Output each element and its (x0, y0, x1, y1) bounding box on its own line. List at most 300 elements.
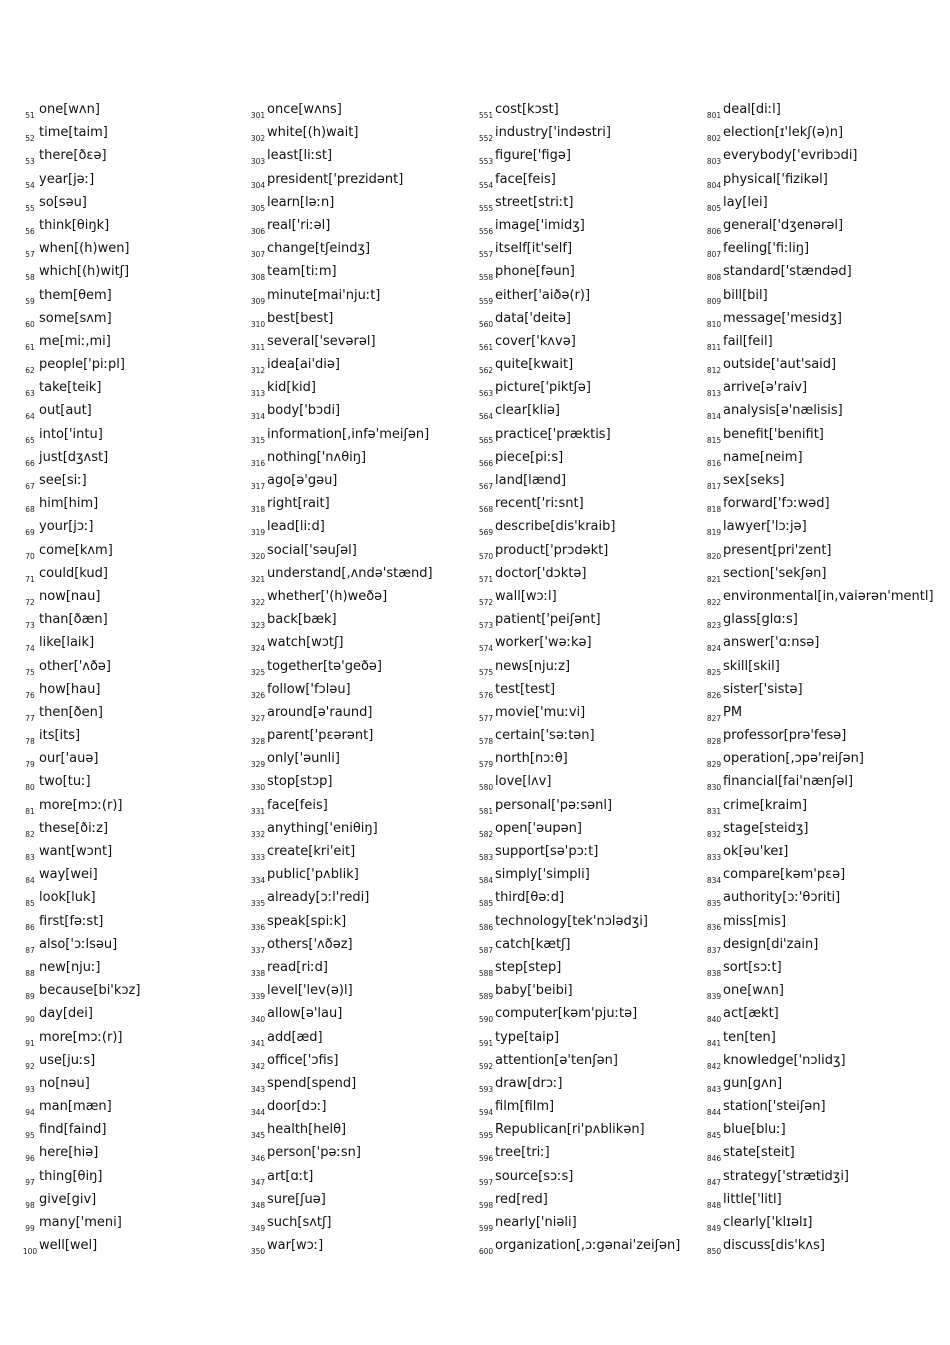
entry-word: clearly['klɪəlɪ] (723, 1215, 813, 1230)
word-entry (250, 656, 480, 679)
entry-word: physical['fizikəl] (723, 171, 828, 187)
word-entry (706, 354, 936, 377)
entry-word: professor[prə'fesə] (723, 728, 847, 744)
word-entry (22, 887, 252, 910)
word-entry (478, 516, 708, 539)
word-entry (250, 632, 480, 655)
word-entry (250, 470, 480, 493)
word-entry (706, 656, 936, 679)
word-entry (250, 934, 480, 957)
word-entry (706, 563, 936, 586)
entry-word: change[tʃeindʒ] (267, 241, 371, 257)
entry-word: white[(h)wait] (267, 125, 359, 141)
entry-word: back[bæk] (267, 612, 337, 628)
word-entry (250, 145, 480, 168)
word-entry (22, 609, 252, 632)
entry-number: 306 (250, 226, 266, 236)
entry-number: 301 (250, 111, 266, 120)
word-entry (22, 656, 252, 679)
word-entry (250, 1050, 480, 1073)
entry-word: compare[kəm'pɛə] (723, 867, 846, 883)
word-entry (706, 771, 936, 794)
entry-word: war[wɔː] (267, 1238, 324, 1254)
entry-word: so[səu] (39, 194, 87, 210)
entry-word: then[ðen] (39, 704, 103, 720)
entry-number: 825 (706, 667, 722, 677)
entry-word: find[faind] (39, 1122, 107, 1138)
entry-number: 94 (25, 1108, 35, 1118)
word-entry (706, 122, 936, 145)
entry-word: already[ɔːl'redi] (267, 890, 370, 906)
word-entry (478, 1050, 708, 1073)
entry-number: 91 (25, 1038, 35, 1048)
entry-number: 86 (25, 922, 35, 932)
entry-word: sure[ʃuə] (267, 1191, 326, 1207)
word-entry (478, 493, 708, 516)
word-entry (22, 1027, 252, 1050)
entry-number: 836 (706, 922, 722, 932)
entry-number: 553 (478, 157, 494, 167)
entry-number: 834 (706, 876, 722, 886)
word-entry (706, 1166, 936, 1189)
entry-number: 574 (478, 644, 494, 654)
word-entry (22, 934, 252, 957)
entry-number: 590 (478, 1015, 494, 1025)
word-entry (478, 424, 708, 447)
entry-word: draw[drɔː] (495, 1075, 563, 1091)
entry-word: strategy['strætidʒi] (723, 1168, 850, 1184)
word-entry (706, 841, 936, 864)
entry-word: source[sɔːs] (495, 1168, 574, 1184)
entry-word: idea[ai'diə] (267, 357, 340, 373)
word-entry (478, 192, 708, 215)
entry-number: 816 (706, 458, 722, 468)
entry-number: 51 (25, 111, 35, 120)
entry-number: 342 (250, 1061, 266, 1071)
entry-number: 585 (478, 899, 494, 909)
word-entry (250, 1189, 480, 1212)
entry-word: miss[mis] (723, 913, 787, 929)
word-entry (250, 261, 480, 284)
entry-word: present[pri'zent] (723, 542, 832, 558)
entry-number: 302 (250, 134, 266, 144)
entry-number: 336 (250, 922, 266, 932)
word-entry (706, 516, 936, 539)
word-entry (250, 1096, 480, 1119)
word-entry (22, 563, 252, 586)
entry-word: analysis[ə'nælisis] (723, 403, 843, 419)
entry-number: 561 (478, 342, 494, 352)
word-entry (250, 377, 480, 400)
word-entry (250, 1166, 480, 1189)
entry-word: station['steiʃən] (723, 1099, 826, 1115)
entry-word: person['pəːsn] (267, 1145, 361, 1161)
entry-number: 63 (25, 389, 35, 399)
word-entry (22, 1189, 252, 1212)
entry-number: 849 (706, 1224, 722, 1233)
entry-number: 573 (478, 621, 494, 631)
entry-number: 96 (25, 1154, 35, 1164)
entry-word: technology[tek'nɔlədʒi] (495, 913, 648, 929)
word-entry (22, 470, 252, 493)
entry-word: tree[triː] (495, 1145, 550, 1161)
entry-word: allow[ə'lau] (267, 1006, 343, 1022)
word-entry (250, 864, 480, 887)
entry-number: 307 (250, 250, 266, 260)
word-entry (706, 470, 936, 493)
entry-word: door[dɔː] (267, 1099, 327, 1115)
entry-word: one[wʌn] (723, 983, 784, 999)
entry-number: 327 (250, 713, 266, 723)
entry-number: 75 (25, 667, 35, 677)
entry-number: 556 (478, 226, 494, 236)
entry-number: 850 (706, 1247, 722, 1257)
entry-number: 562 (478, 366, 494, 376)
entry-word: street[striːt] (495, 194, 574, 210)
entry-number: 60 (25, 319, 35, 329)
word-entry (250, 818, 480, 841)
entry-word: lead[liːd] (267, 519, 325, 535)
entry-number: 829 (706, 760, 722, 770)
entry-number: 821 (706, 574, 722, 584)
word-entry (706, 540, 936, 563)
entry-word: also['ɔːlsəu] (39, 936, 118, 952)
entry-number: 811 (706, 342, 722, 352)
word-entry (478, 377, 708, 400)
entry-number: 846 (706, 1154, 722, 1164)
entry-number: 584 (478, 876, 494, 886)
entry-word: health[helθ] (267, 1122, 347, 1138)
word-entry (250, 308, 480, 331)
entry-word: industry['indəstri] (495, 125, 611, 141)
entry-number: 596 (478, 1154, 494, 1164)
entry-number: 54 (25, 180, 35, 190)
entry-number: 99 (25, 1224, 35, 1233)
entry-word: deal[diːl] (723, 102, 781, 117)
entry-word: add[æd] (267, 1029, 323, 1045)
entry-word: follow['fɔləu] (267, 681, 351, 697)
word-entry (478, 702, 708, 725)
word-entry (478, 122, 708, 145)
entry-word: personal['pəːsənl] (495, 797, 613, 813)
entry-word: financial[fai'nænʃəl] (723, 774, 854, 790)
entry-number: 341 (250, 1038, 266, 1048)
word-entry (478, 1235, 708, 1258)
entry-word: out[aut] (39, 403, 92, 419)
entry-number: 569 (478, 528, 494, 538)
word-entry (478, 1166, 708, 1189)
entry-word: could[kud] (39, 565, 108, 581)
entry-word: its[its] (39, 728, 81, 744)
entry-word: forward['fɔːwəd] (723, 496, 830, 512)
entry-word: PM (723, 704, 743, 720)
entry-word: environmental[in,vaiərən'mentl] (723, 588, 934, 604)
entry-word: team[tiːm] (267, 264, 337, 280)
word-entry (478, 795, 708, 818)
entry-word: open['əupən] (495, 820, 582, 836)
entry-number: 325 (250, 667, 266, 677)
entry-word: people['piːpl] (39, 357, 125, 373)
entry-number: 95 (25, 1131, 35, 1141)
entry-number: 597 (478, 1177, 494, 1187)
entry-word: feeling['fiːliŋ] (723, 241, 810, 257)
word-entry (22, 99, 252, 122)
word-entry (22, 632, 252, 655)
word-entry (250, 771, 480, 794)
word-entry (478, 540, 708, 563)
entry-word: organization[,ɔːgənai'zeiʃən] (495, 1238, 681, 1254)
entry-word: crime[kraim] (723, 797, 808, 813)
entry-number: 348 (250, 1200, 266, 1210)
entry-number: 832 (706, 829, 722, 839)
entry-word: phone[fəun] (495, 264, 575, 280)
word-entry (250, 586, 480, 609)
entry-number: 87 (25, 945, 35, 955)
entry-number: 822 (706, 597, 722, 607)
entry-number: 61 (25, 342, 35, 352)
entry-number: 848 (706, 1200, 722, 1210)
entry-number: 340 (250, 1015, 266, 1025)
entry-number: 312 (250, 366, 266, 376)
word-entry (478, 1003, 708, 1026)
word-entry (250, 169, 480, 192)
word-entry (22, 493, 252, 516)
word-entry (478, 145, 708, 168)
entry-number: 305 (250, 203, 266, 213)
entry-word: speak[spiːk] (267, 913, 347, 929)
word-entry (250, 1119, 480, 1142)
entry-number: 70 (25, 551, 35, 561)
entry-word: think[θiŋk] (39, 217, 110, 233)
entry-number: 343 (250, 1084, 266, 1094)
word-entry (22, 400, 252, 423)
word-entry (22, 702, 252, 725)
entry-number: 328 (250, 737, 266, 747)
entry-word: sort[sɔːt] (723, 959, 782, 975)
word-entry (706, 1027, 936, 1050)
entry-word: thing[θiŋ] (39, 1168, 103, 1184)
word-entry (478, 656, 708, 679)
entry-number: 554 (478, 180, 494, 190)
entry-word: nothing['nʌθiŋ] (267, 449, 367, 465)
word-entry (22, 215, 252, 238)
entry-word: him[him] (39, 496, 99, 512)
entry-number: 57 (25, 250, 35, 260)
entry-word: discuss[dis'kʌs] (723, 1238, 825, 1254)
entry-number: 551 (478, 111, 494, 120)
entry-number: 598 (478, 1200, 494, 1210)
entry-number: 98 (25, 1200, 35, 1210)
entry-word: me[miː,mi] (39, 333, 111, 349)
entry-word: like[laik] (39, 635, 95, 651)
entry-number: 559 (478, 296, 494, 306)
entry-number: 593 (478, 1084, 494, 1094)
entry-word: office['ɔfis] (267, 1052, 339, 1068)
entry-word: face[feis] (267, 797, 328, 813)
entry-word: stage[steidʒ] (723, 820, 809, 836)
entry-number: 810 (706, 319, 722, 329)
entry-word: state[steit] (723, 1145, 795, 1161)
entry-word: red[red] (495, 1191, 548, 1207)
entry-number: 560 (478, 319, 494, 329)
word-entry (478, 447, 708, 470)
entry-word: operation[,ɔpə'reiʃən] (723, 751, 864, 767)
entry-number: 819 (706, 528, 722, 538)
entry-word: benefit['benifit] (723, 426, 824, 442)
word-entry (478, 957, 708, 980)
word-entry (706, 1073, 936, 1096)
entry-word: give[giv] (39, 1191, 97, 1207)
word-entry (706, 331, 936, 354)
entry-number: 579 (478, 760, 494, 770)
entry-word: spend[spend] (267, 1075, 357, 1091)
entry-word: take[teik] (39, 380, 102, 396)
entry-word: minute[mai'njuːt] (267, 287, 381, 303)
entry-number: 578 (478, 737, 494, 747)
entry-number: 53 (25, 157, 35, 167)
entry-word: simply['simpli] (495, 867, 590, 883)
word-entry (478, 238, 708, 261)
entry-word: skill[skil] (723, 658, 780, 674)
word-entry (22, 957, 252, 980)
entry-word: message['mesidʒ] (723, 310, 842, 326)
word-entry (22, 748, 252, 771)
entry-word: image['imidʒ] (495, 217, 585, 233)
entry-word: piece[piːs] (495, 449, 564, 465)
word-entry (706, 957, 936, 980)
entry-word: general['dʒenərəl] (723, 217, 844, 233)
entry-number: 326 (250, 690, 266, 700)
word-entry (478, 586, 708, 609)
word-entry (250, 887, 480, 910)
word-entry (250, 609, 480, 632)
entry-number: 331 (250, 806, 266, 816)
entry-number: 830 (706, 783, 722, 793)
word-entry (706, 169, 936, 192)
word-entry (250, 841, 480, 864)
entry-word: support[sə'pɔːt] (495, 844, 599, 859)
word-entry (478, 331, 708, 354)
word-entry (706, 609, 936, 632)
entry-word: wall[wɔːl] (495, 588, 557, 604)
entry-word: love[lʌv] (495, 774, 552, 790)
word-entry (478, 1073, 708, 1096)
word-entry (22, 285, 252, 308)
word-entry (22, 354, 252, 377)
entry-number: 344 (250, 1108, 266, 1118)
entry-word: more[mɔː(r)] (39, 1029, 123, 1045)
entry-word: describe[dis'kraib] (495, 519, 616, 535)
entry-word: kid[kid] (267, 380, 316, 396)
entry-word: type[taip] (495, 1029, 560, 1045)
entry-number: 595 (478, 1131, 494, 1141)
entry-word: them[θem] (39, 287, 112, 303)
entry-word: best[best] (267, 310, 334, 326)
entry-number: 59 (25, 296, 35, 306)
entry-word: our['auə] (39, 751, 99, 767)
entry-number: 824 (706, 644, 722, 654)
entry-number: 804 (706, 180, 722, 190)
entry-number: 83 (25, 853, 35, 862)
word-entry (706, 980, 936, 1003)
entry-word: which[(h)witʃ] (39, 264, 130, 280)
entry-number: 837 (706, 945, 722, 955)
entry-word: together[tə'geðə] (267, 658, 382, 674)
entry-word: see[siː] (39, 473, 87, 488)
entry-number: 320 (250, 551, 266, 561)
word-entry (478, 748, 708, 771)
entry-number: 72 (25, 597, 35, 607)
entry-number: 82 (25, 829, 35, 839)
word-entry (22, 818, 252, 841)
entry-number: 319 (250, 528, 266, 538)
entry-word: look[luk] (39, 890, 96, 906)
word-entry (22, 169, 252, 192)
word-entry (478, 887, 708, 910)
entry-word: man[mæn] (39, 1099, 112, 1115)
entry-number: 65 (25, 435, 35, 445)
word-entry (706, 818, 936, 841)
entry-word: into['intu] (39, 426, 103, 442)
entry-number: 349 (250, 1224, 266, 1233)
entry-number: 77 (25, 713, 35, 723)
word-entry (22, 980, 252, 1003)
word-entry (22, 261, 252, 284)
entry-word: president['prezidənt] (267, 171, 404, 187)
entry-number: 586 (478, 922, 494, 932)
entry-word: day[dei] (39, 1006, 93, 1022)
entry-word: whether['(h)weðə] (267, 588, 388, 604)
entry-number: 806 (706, 226, 722, 236)
word-entry (706, 99, 936, 122)
word-entry (478, 632, 708, 655)
entry-number: 817 (706, 482, 722, 491)
entry-number: 318 (250, 505, 266, 515)
entry-word: such[sʌtʃ] (267, 1215, 332, 1230)
entry-number: 828 (706, 737, 722, 747)
entry-number: 576 (478, 690, 494, 700)
word-entry (478, 1027, 708, 1050)
entry-number: 589 (478, 992, 494, 1002)
entry-number: 591 (478, 1038, 494, 1048)
word-entry (250, 493, 480, 516)
entry-number: 833 (706, 853, 722, 862)
word-entry (250, 1235, 480, 1258)
entry-number: 308 (250, 273, 266, 283)
word-entry (478, 864, 708, 887)
entry-number: 321 (250, 574, 266, 584)
word-entry (478, 400, 708, 423)
word-entry (22, 1003, 252, 1026)
entry-number: 818 (706, 505, 722, 515)
entry-number: 567 (478, 482, 494, 491)
entry-number: 329 (250, 760, 266, 770)
word-entry (250, 702, 480, 725)
entry-word: your[jɔː] (39, 519, 94, 535)
word-column-1 (22, 99, 252, 1258)
entry-word: stop[stɔp] (267, 774, 333, 790)
word-column-3 (478, 99, 708, 1258)
word-entry (250, 563, 480, 586)
entry-word: watch[wɔtʃ] (267, 635, 344, 651)
entry-number: 588 (478, 968, 494, 978)
entry-number: 813 (706, 389, 722, 399)
word-entry (250, 679, 480, 702)
entry-number: 844 (706, 1108, 722, 1118)
word-entry (250, 1027, 480, 1050)
entry-word: well[wel] (39, 1238, 98, 1254)
word-entry (706, 285, 936, 308)
